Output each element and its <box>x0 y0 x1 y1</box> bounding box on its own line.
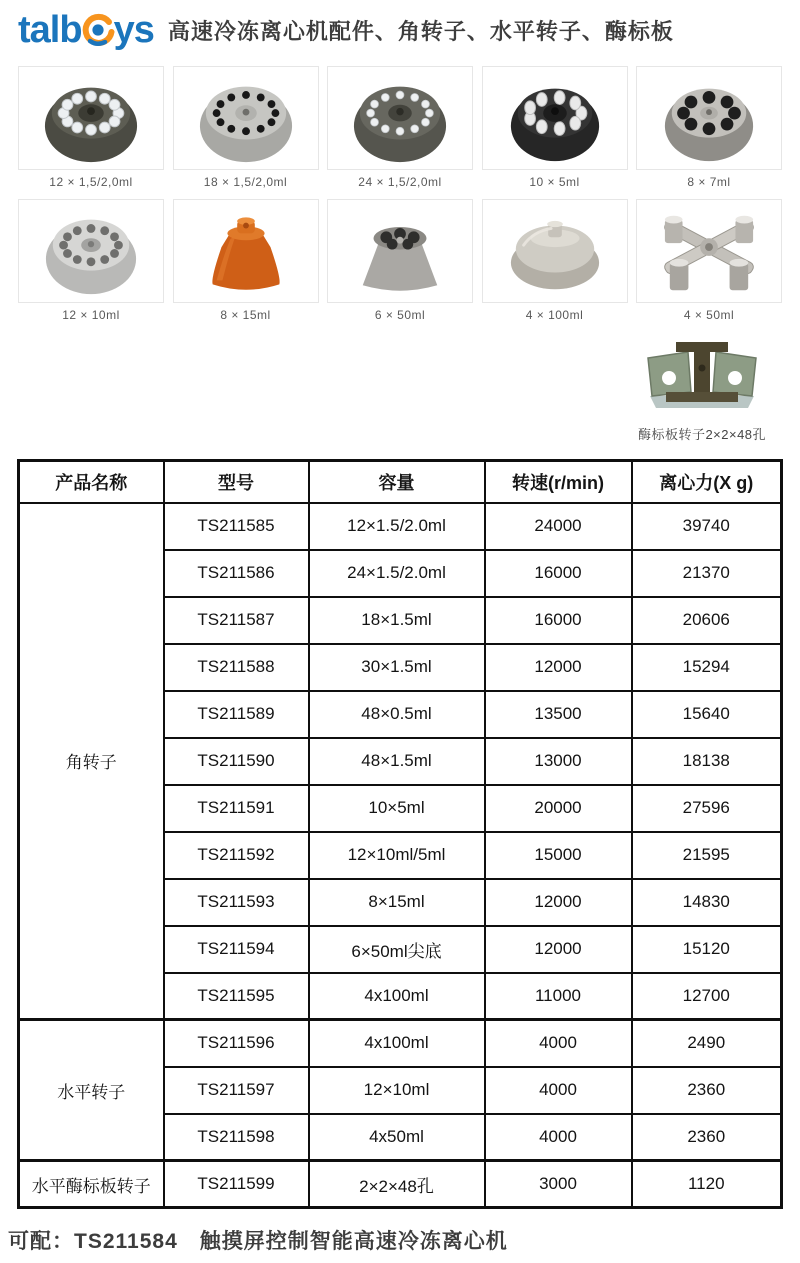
model-cell: TS211597 <box>164 1067 309 1114</box>
product-caption: 24 × 1,5/2,0ml <box>358 175 442 189</box>
model-cell: TS211591 <box>164 785 309 832</box>
speed-cell: 3000 <box>485 1161 632 1208</box>
compatible-centrifuge-note: 可配：TS211584 触摸屏控制智能高速冷冻离心机 <box>8 1230 508 1253</box>
capacity-cell: 12×10ml/5ml <box>309 832 485 879</box>
product-caption: 8 × 7ml <box>687 175 731 189</box>
speed-cell: 15000 <box>485 832 632 879</box>
speed-cell: 12000 <box>485 879 632 926</box>
category-microplate-rotor: 水平酶标板转子 <box>19 1161 164 1208</box>
rcf-cell: 12700 <box>632 973 782 1020</box>
speed-cell: 13500 <box>485 691 632 738</box>
capacity-cell: 4x50ml <box>309 1114 485 1161</box>
speed-cell: 20000 <box>485 785 632 832</box>
page-header <box>0 0 800 56</box>
table-row <box>19 1020 782 1067</box>
capacity-cell: 24×1.5/2.0ml <box>309 550 485 597</box>
product-caption: 10 × 5ml <box>529 175 580 189</box>
speed-cell: 4000 <box>485 1067 632 1114</box>
product-cell <box>327 66 473 189</box>
rcf-cell: 15120 <box>632 926 782 973</box>
rotor-image-18x1-5ml <box>173 66 319 170</box>
rcf-cell: 15640 <box>632 691 782 738</box>
logo-swirl-icon <box>81 13 115 49</box>
product-cell <box>482 66 628 189</box>
product-cell <box>636 66 782 189</box>
model-cell: TS211588 <box>164 644 309 691</box>
product-caption: 4 × 50ml <box>683 308 735 322</box>
rcf-cell: 15294 <box>632 644 782 691</box>
product-cell <box>173 66 319 189</box>
model-cell: TS211590 <box>164 738 309 785</box>
rcf-cell: 2490 <box>632 1020 782 1067</box>
col-header-rcf: 离心力(X g) <box>632 461 782 503</box>
rotor-image-8x7ml <box>636 66 782 170</box>
product-caption: 18 × 1,5/2,0ml <box>203 175 288 189</box>
capacity-cell: 2×2×48孔 <box>309 1161 485 1208</box>
col-header-speed: 转速(r/min) <box>485 461 632 503</box>
speed-cell: 4000 <box>485 1114 632 1161</box>
page-title: 高速冷冻离心机配件、角转子、水平转子、酶标板 <box>167 18 674 44</box>
model-cell: TS211589 <box>164 691 309 738</box>
capacity-cell: 30×1.5ml <box>309 644 485 691</box>
rcf-cell: 1120 <box>632 1161 782 1208</box>
rcf-cell: 39740 <box>632 503 782 550</box>
table-row <box>19 503 782 550</box>
model-cell: TS211593 <box>164 879 309 926</box>
product-cell <box>18 199 164 322</box>
model-cell: TS211598 <box>164 1114 309 1161</box>
product-cell <box>18 66 164 189</box>
speed-cell: 4000 <box>485 1020 632 1067</box>
model-cell: TS211585 <box>164 503 309 550</box>
speed-cell: 12000 <box>485 926 632 973</box>
col-header-model: 型号 <box>164 461 309 503</box>
rotor-image-4x50ml-swing <box>636 199 782 303</box>
microplate-rotor-image <box>622 332 782 416</box>
capacity-cell: 48×1.5ml <box>309 738 485 785</box>
product-cell <box>636 199 782 322</box>
capacity-cell: 8×15ml <box>309 879 485 926</box>
col-header-product-name: 产品名称 <box>19 461 164 503</box>
model-cell: TS211595 <box>164 973 309 1020</box>
product-caption: 12 × 10ml <box>62 308 120 322</box>
model-cell: TS211594 <box>164 926 309 973</box>
capacity-cell: 4x100ml <box>309 973 485 1020</box>
rcf-cell: 2360 <box>632 1067 782 1114</box>
col-header-capacity: 容量 <box>309 461 485 503</box>
product-grid-row-2 <box>0 199 800 322</box>
rotor-image-12x10ml <box>18 199 164 303</box>
rcf-cell: 27596 <box>632 785 782 832</box>
category-angle-rotor: 角转子 <box>19 503 164 1020</box>
rotor-image-10x5ml <box>482 66 628 170</box>
model-cell: TS211599 <box>164 1161 309 1208</box>
capacity-cell: 12×1.5/2.0ml <box>309 503 485 550</box>
product-caption: 8 × 15ml <box>220 308 271 322</box>
rotor-image-8x15ml <box>173 199 319 303</box>
rotor-image-4x100ml <box>482 199 628 303</box>
product-cell <box>327 199 473 322</box>
product-cell <box>173 199 319 322</box>
capacity-cell: 4x100ml <box>309 1020 485 1067</box>
product-caption: 12 × 1,5/2,0ml <box>49 175 133 189</box>
speed-cell: 16000 <box>485 550 632 597</box>
rcf-cell: 21595 <box>632 832 782 879</box>
microplate-rotor-caption: 酶标板转子2×2×48孔 <box>637 427 767 442</box>
rcf-cell: 14830 <box>632 879 782 926</box>
model-cell: TS211596 <box>164 1020 309 1067</box>
rotor-image-12x1-5ml <box>18 66 164 170</box>
model-cell: TS211587 <box>164 597 309 644</box>
model-cell: TS211592 <box>164 832 309 879</box>
model-cell: TS211586 <box>164 550 309 597</box>
product-caption: 6 × 50ml <box>374 308 426 322</box>
rcf-cell: 2360 <box>632 1114 782 1161</box>
logo-text-right: ys <box>113 9 154 51</box>
speed-cell: 24000 <box>485 503 632 550</box>
product-grid-row-1 <box>0 66 800 189</box>
rcf-cell: 20606 <box>632 597 782 644</box>
capacity-cell: 18×1.5ml <box>309 597 485 644</box>
capacity-cell: 6×50ml尖底 <box>309 926 485 973</box>
spec-table <box>17 459 783 1209</box>
capacity-cell: 48×0.5ml <box>309 691 485 738</box>
speed-cell: 16000 <box>485 597 632 644</box>
capacity-cell: 12×10ml <box>309 1067 485 1114</box>
capacity-cell: 10×5ml <box>309 785 485 832</box>
speed-cell: 12000 <box>485 644 632 691</box>
speed-cell: 13000 <box>485 738 632 785</box>
logo-text-left: talb <box>18 9 82 51</box>
microplate-rotor-block <box>622 332 782 443</box>
product-caption: 4 × 100ml <box>525 308 584 322</box>
product-cell <box>482 199 628 322</box>
table-header-row <box>19 461 782 503</box>
category-horizontal-rotor: 水平转子 <box>19 1020 164 1161</box>
brand-logo[interactable] <box>18 11 154 49</box>
speed-cell: 11000 <box>485 973 632 1020</box>
rotor-image-24x1-5ml <box>327 66 473 170</box>
table-row <box>19 1161 782 1208</box>
rcf-cell: 21370 <box>632 550 782 597</box>
rcf-cell: 18138 <box>632 738 782 785</box>
rotor-image-6x50ml <box>327 199 473 303</box>
